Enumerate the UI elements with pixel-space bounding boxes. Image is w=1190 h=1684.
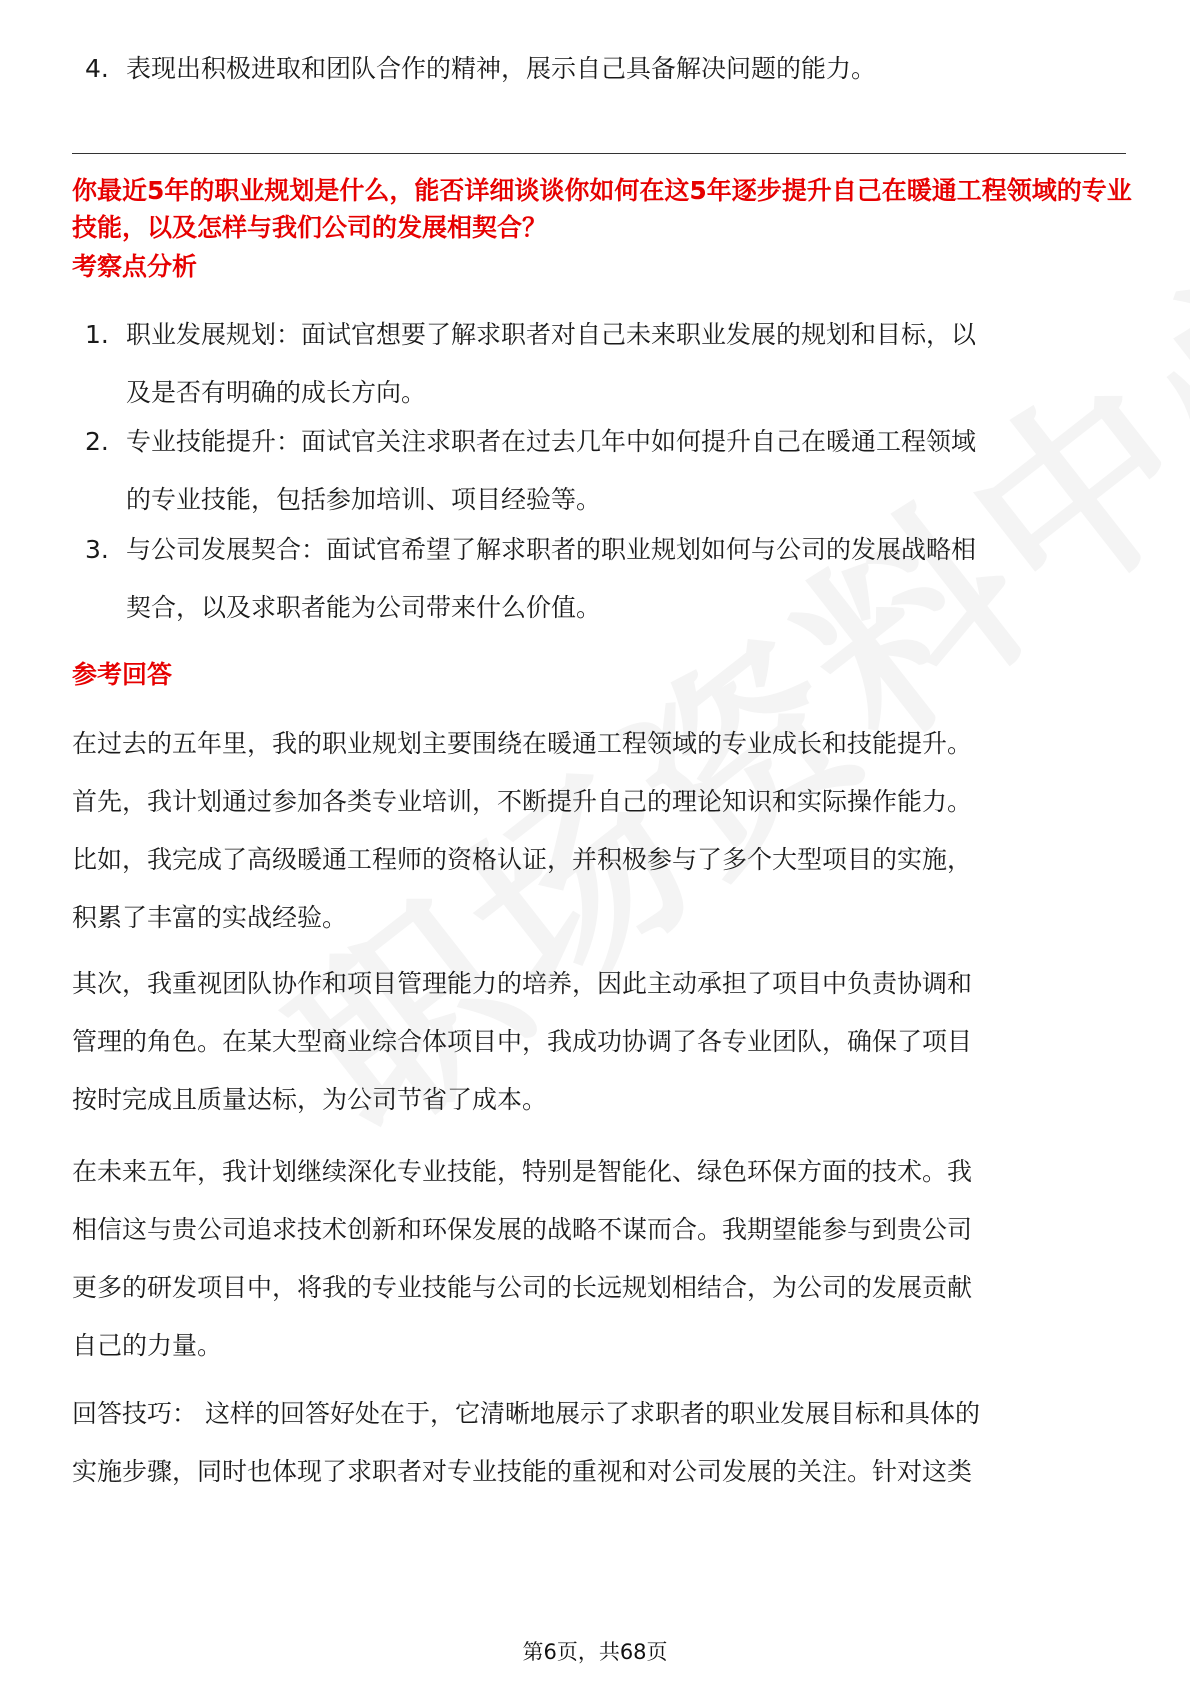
list-number: 2. (85, 427, 109, 456)
answer-paragraph-1: 在过去的五年里，我的职业规划主要围绕在暖通工程领域的专业成长和技能提升。 首先，我计划通过参加各类专业培训，不断提升自己的理论知识和实际操作能力。 比如，我完成了高级暖通工程师的资格认证，并积极参与了多个大型项目的实施， 积累了丰富的实战经验。 (72, 729, 973, 932)
answer-paragraph-3: 在未来五年，我计划继续深化专业技能，特别是智能化、绿色环保方面的技术。我 相信这与贵公司追求技术创新和环保发展的战略不谋而合。我期望能参与到贵公司 更多的研发项目中，将我的专业技能与公司的长远规划相结合，为公司的发展贡献 自己的力量。 (72, 1157, 973, 1360)
answer-heading: 参考回答 (72, 660, 173, 689)
list-number: 4. (85, 54, 109, 83)
question-title: 你最近5年的职业规划是什么，能否详细谈谈你如何在这5年逐步提升自己在暖通工程领域的专业技能，以及怎样与我们公司的发展相契合？ (72, 176, 1132, 242)
answer-tips: 回答技巧： 这样的回答好处在于，它清晰地展示了求职者的职业发展目标和具体的 实施步骤，同时也体现了求职者对专业技能的重视和对公司发展的关注。针对这类 (72, 1399, 980, 1486)
answer-paragraph-2: 其次，我重视团队协作和项目管理能力的培养，因此主动承担了项目中负责协调和 管理的角色。在某大型商业综合体项目中，我成功协调了各专业团队，确保了项目 按时完成且质量达标，为公司节省了成本。 (72, 969, 973, 1114)
divider (72, 153, 1126, 154)
list-text: 表现出积极进取和团队合作的精神，展示自己具备解决问题的能力。 (126, 54, 877, 83)
list-text: 与公司发展契合：面试官希望了解求职者的职业规划如何与公司的发展战略相 契合，以及求职者能为公司带来什么价值。 (126, 535, 977, 622)
page-footer: 第6页，共68页 (522, 1640, 668, 1664)
list-number: 3. (85, 535, 109, 564)
analysis-heading: 考察点分析 (72, 252, 198, 281)
list-text: 专业技能提升：面试官关注求职者在过去几年中如何提升自己在暖通工程领域 的专业技能，包括参加培训、项目经验等。 (126, 427, 977, 514)
list-number: 1. (85, 320, 109, 349)
list-text: 职业发展规划：面试官想要了解求职者对自己未来职业发展的规划和目标，以 及是否有明确的成长方向。 (126, 320, 977, 407)
